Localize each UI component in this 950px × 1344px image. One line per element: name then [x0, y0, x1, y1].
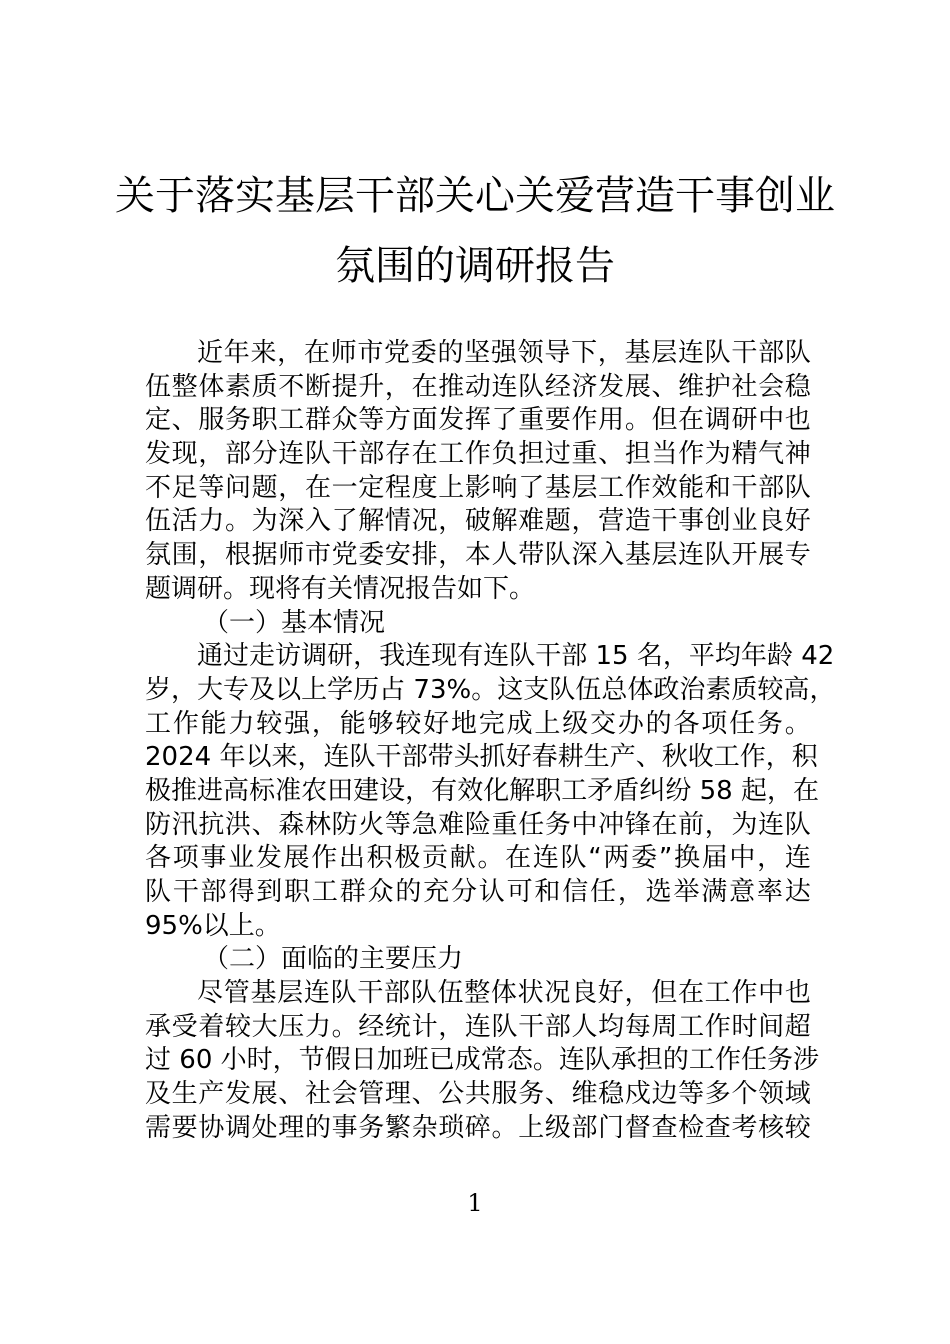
page-number: 1 — [467, 1189, 483, 1217]
text-line: 队 干 部 得 到 职 工 群 众 的 充 分 认 可 和 信 任 ， 选 举 满 意 率 达 — [145, 877, 811, 907]
text-line: 承 受 着 较 大 压 力 。 经 统 计 ， 连 队 干 部 人 均 每 周 工 作 时 间 超 — [145, 1011, 811, 1042]
text-line: 通 过 走 访 调 研 ， 我 连 现 有 连 队 干 部 1 5 名 ， 平 均 年 龄 4 2 — [197, 641, 835, 672]
text-line: 2 0 2 4 年 以 来 ， 连 队 干 部 带 头 抓 好 春 耕 生 产 、 秋 收 工 作 ， 积 — [145, 742, 818, 773]
text-line: 不 足 等 问 题 ， 在 一 定 程 度 上 影 响 了 基 层 工 作 效 能 和 干 部 队 — [145, 472, 811, 503]
section-heading: （二）面临的主要压力 — [203, 944, 464, 975]
text-line: 伍 活 力 。 为 深 入 了 解 情 况 ， 破 解 难 题 ， 营 造 干 事 创 业 良 好 — [145, 506, 811, 537]
body-text — [145, 337, 836, 1146]
text-line: 需 要 协 调 处 理 的 事 务 繁 杂 琐 碎 。 上 级 部 门 督 查 检 查 考 核 较 — [145, 1112, 811, 1143]
text-line: 发 现 ， 部 分 连 队 干 部 存 在 工 作 负 担 过 重 、 担 当 作 为 精 气 神 — [145, 439, 811, 470]
text-line: 伍 整 体 素 质 不 断 提 升 ， 在 推 动 连 队 经 济 发 展 、 维 护 社 会 稳 — [145, 371, 811, 402]
text-line: 各 项 事 业 发 展 作 出 积 极 贡 献 。 在 连 队 “ 两 委 ” 换 届 中 ， 连 — [145, 843, 811, 874]
text-line: 定 、 服 务 职 工 群 众 等 方 面 发 挥 了 重 要 作 用 。 但 在 调 研 中 也 — [145, 405, 811, 436]
text-line: 及 生 产 发 展 、 社 会 管 理 、 公 共 服 务 、 维 稳 戍 边 等 多 个 领 域 — [145, 1079, 811, 1110]
text-line: 极 推 进 高 标 准 农 田 建 设 ， 有 效 化 解 职 工 矛 盾 纠 纷 5 8 起 ， 在 — [145, 775, 819, 806]
text-line: 岁 ， 大 专 及 以 上 学 历 占 7 3 % 。 这 支 队 伍 总 体 政 治 素 质 较 高 ， — [145, 674, 836, 705]
text-line: 工 作 能 力 较 强 ， 能 够 较 好 地 完 成 上 级 交 办 的 各 项 任 务 。 — [145, 708, 811, 739]
text-line: 95%以上。 — [145, 910, 281, 941]
section-heading: （一）基本情况 — [203, 607, 386, 638]
text-line: 防 汛 抗 洪 、 森 林 防 火 等 急 难 险 重 任 务 中 冲 锋 在 前 ， 为 连 队 — [145, 809, 811, 840]
title-line-1: 关于落实基层干部关心关爱营造干事创业 — [115, 173, 835, 219]
text-line: 题调研。现将有关情况报告如下。 — [145, 573, 536, 604]
text-line: 近 年 来 ， 在 师 市 党 委 的 坚 强 领 导 下 ， 基 层 连 队 干 部 队 — [197, 338, 811, 368]
text-line: 过 6 0 小 时 ， 节 假 日 加 班 已 成 常 态 。 连 队 承 担 的 工 作 任 务 涉 — [145, 1045, 819, 1076]
text-line: 尽 管 基 层 连 队 干 部 队 伍 整 体 状 况 良 好 ， 但 在 工 作 中 也 — [197, 978, 811, 1009]
text-line: 氛 围 ， 根 据 师 市 党 委 安 排 ， 本 人 带 队 深 入 基 层 连 队 开 展 专 — [145, 540, 811, 571]
title-line-2: 氛围的调研报告 — [335, 243, 615, 289]
